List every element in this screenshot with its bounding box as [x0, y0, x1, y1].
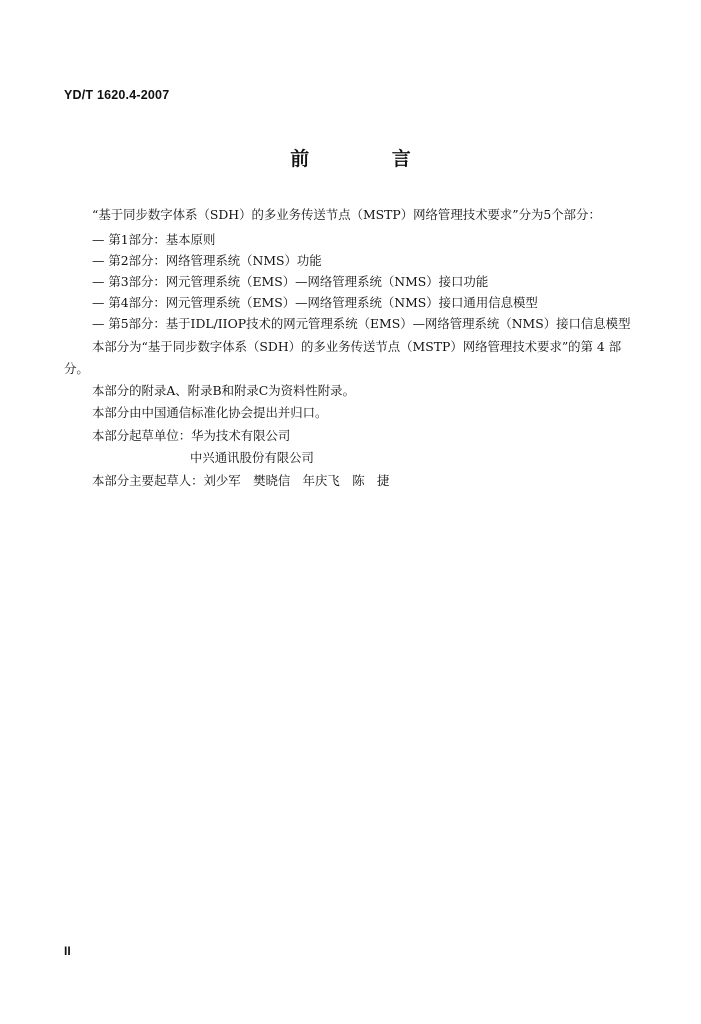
- annex-statement: 本部分的附录A、附录B和附录C为资料性附录。: [92, 383, 355, 398]
- part-list-item-1: — 第1部分：基本原则: [92, 232, 216, 247]
- page-number: II: [64, 944, 71, 958]
- intro-paragraph: “基于同步数字体系（SDH）的多业务传送节点（MSTP）网络管理技术要求”分为5个部分：: [92, 207, 601, 222]
- part-list-item-2: — 第2部分：网络管理系统（NMS）功能: [92, 253, 322, 268]
- this-part-paragraph-line-2: 分。: [64, 361, 89, 376]
- part-list-item-5: — 第5部分：基于IDL/IIOP技术的网元管理系统（EMS）—网络管理系统（NMS）接口信息模型: [92, 316, 631, 331]
- this-part-paragraph-line-1: 本部分为“基于同步数字体系（SDH）的多业务传送节点（MSTP）网络管理技术要求”的第 4 部: [92, 339, 622, 354]
- drafting-unit-2: 中兴通讯股份有限公司: [190, 450, 314, 465]
- drafting-units: 本部分起草单位：华为技术有限公司: [92, 428, 291, 443]
- part-list-item-4: — 第4部分：网元管理系统（EMS）—网络管理系统（NMS）接口通用信息模型: [92, 295, 538, 310]
- part-list-item-3: — 第3部分：网元管理系统（EMS）—网络管理系统（NMS）接口功能: [92, 274, 489, 289]
- drafters-list: 本部分主要起草人：刘少军 樊晓信 年庆飞 陈 捷: [92, 473, 390, 488]
- document-code: YD/T 1620.4-2007: [64, 88, 170, 102]
- proposed-by-statement: 本部分由中国通信标准化协会提出并归口。: [92, 405, 328, 420]
- page-title: 前 言: [290, 148, 449, 170]
